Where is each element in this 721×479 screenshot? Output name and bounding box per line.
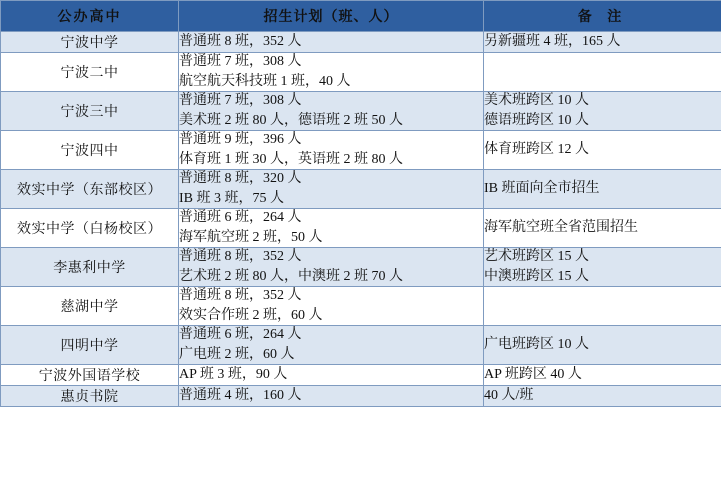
cell-school: 惠贞书院 — [1, 386, 179, 407]
plan-line: 普通班 8 班，352 人 — [179, 249, 302, 264]
cell-plan — [179, 92, 484, 131]
plan-line: 普通班 8 班，320 人 — [179, 171, 302, 186]
note-line: 艺术班跨区 15 人 — [484, 249, 589, 264]
table-header — [1, 1, 721, 32]
table-row — [1, 53, 721, 92]
note-line: 体育班跨区 12 人 — [484, 142, 589, 157]
note-line: 海军航空班全省范围招生 — [484, 220, 638, 235]
note-line: 美术班跨区 10 人 — [484, 93, 589, 108]
cell-school: 四明中学 — [1, 326, 179, 365]
column-header-note: 备 注 — [484, 1, 721, 32]
cell-school: 宁波外国语学校 — [1, 365, 179, 386]
table-row — [1, 131, 721, 170]
table-header-row — [1, 1, 721, 32]
column-header-school: 公办高中 — [1, 1, 179, 32]
plan-line: IB 班 3 班，75 人 — [179, 191, 284, 206]
table-row — [1, 365, 721, 386]
plan-line: AP 班 3 班，90 人 — [179, 367, 288, 382]
cell-school: 宁波三中 — [1, 92, 179, 131]
cell-note — [484, 326, 721, 365]
table-row — [1, 248, 721, 287]
plan-line: 效实合作班 2 班，60 人 — [179, 308, 323, 323]
plan-line: 体育班 1 班 30 人，英语班 2 班 80 人 — [179, 152, 403, 167]
plan-line: 广电班 2 班，60 人 — [179, 347, 295, 362]
cell-plan — [179, 248, 484, 287]
cell-plan — [179, 53, 484, 92]
note-line: 40 人/班 — [484, 388, 534, 403]
cell-note — [484, 209, 721, 248]
table-row — [1, 92, 721, 131]
cell-school: 宁波中学 — [1, 32, 179, 53]
table-row — [1, 326, 721, 365]
note-line: 另新疆班 4 班，165 人 — [484, 34, 621, 49]
cell-plan — [179, 131, 484, 170]
cell-note — [484, 32, 721, 53]
cell-school: 效实中学（东部校区） — [1, 170, 179, 209]
cell-school: 宁波四中 — [1, 131, 179, 170]
column-header-plan: 招生计划（班、人） — [179, 1, 484, 32]
cell-note — [484, 131, 721, 170]
plan-line: 普通班 4 班，160 人 — [179, 388, 302, 403]
cell-plan — [179, 326, 484, 365]
cell-school: 慈湖中学 — [1, 287, 179, 326]
cell-note — [484, 53, 721, 92]
cell-plan — [179, 386, 484, 407]
table-row — [1, 32, 721, 53]
note-line: AP 班跨区 40 人 — [484, 367, 582, 382]
plan-line: 普通班 7 班，308 人 — [179, 54, 302, 69]
note-line: 德语班跨区 10 人 — [484, 113, 589, 128]
cell-note — [484, 248, 721, 287]
cell-note — [484, 170, 721, 209]
table-row — [1, 170, 721, 209]
plan-line: 美术班 2 班 80 人，德语班 2 班 50 人 — [179, 113, 403, 128]
cell-plan — [179, 287, 484, 326]
plan-line: 海军航空班 2 班，50 人 — [179, 230, 323, 245]
plan-line: 普通班 6 班，264 人 — [179, 327, 302, 342]
cell-plan — [179, 209, 484, 248]
plan-line: 普通班 8 班，352 人 — [179, 288, 302, 303]
cell-note — [484, 386, 721, 407]
cell-plan — [179, 170, 484, 209]
table-body — [1, 32, 721, 407]
table-row — [1, 209, 721, 248]
note-line: IB 班面向全市招生 — [484, 181, 600, 196]
cell-note — [484, 287, 721, 326]
plan-line: 艺术班 2 班 80 人，中澳班 2 班 70 人 — [179, 269, 403, 284]
cell-plan — [179, 365, 484, 386]
cell-note — [484, 365, 721, 386]
cell-school: 宁波二中 — [1, 53, 179, 92]
table-row — [1, 287, 721, 326]
cell-plan — [179, 32, 484, 53]
plan-line: 普通班 6 班，264 人 — [179, 210, 302, 225]
cell-school: 李惠利中学 — [1, 248, 179, 287]
note-line: 广电班跨区 10 人 — [484, 337, 589, 352]
cell-note — [484, 92, 721, 131]
plan-line: 普通班 9 班，396 人 — [179, 132, 302, 147]
plan-line: 普通班 7 班，308 人 — [179, 93, 302, 108]
note-line: 中澳班跨区 15 人 — [484, 269, 589, 284]
cell-school: 效实中学（白杨校区） — [1, 209, 179, 248]
plan-line: 普通班 8 班，352 人 — [179, 34, 302, 49]
table-row — [1, 386, 721, 407]
plan-line: 航空航天科技班 1 班，40 人 — [179, 74, 351, 89]
